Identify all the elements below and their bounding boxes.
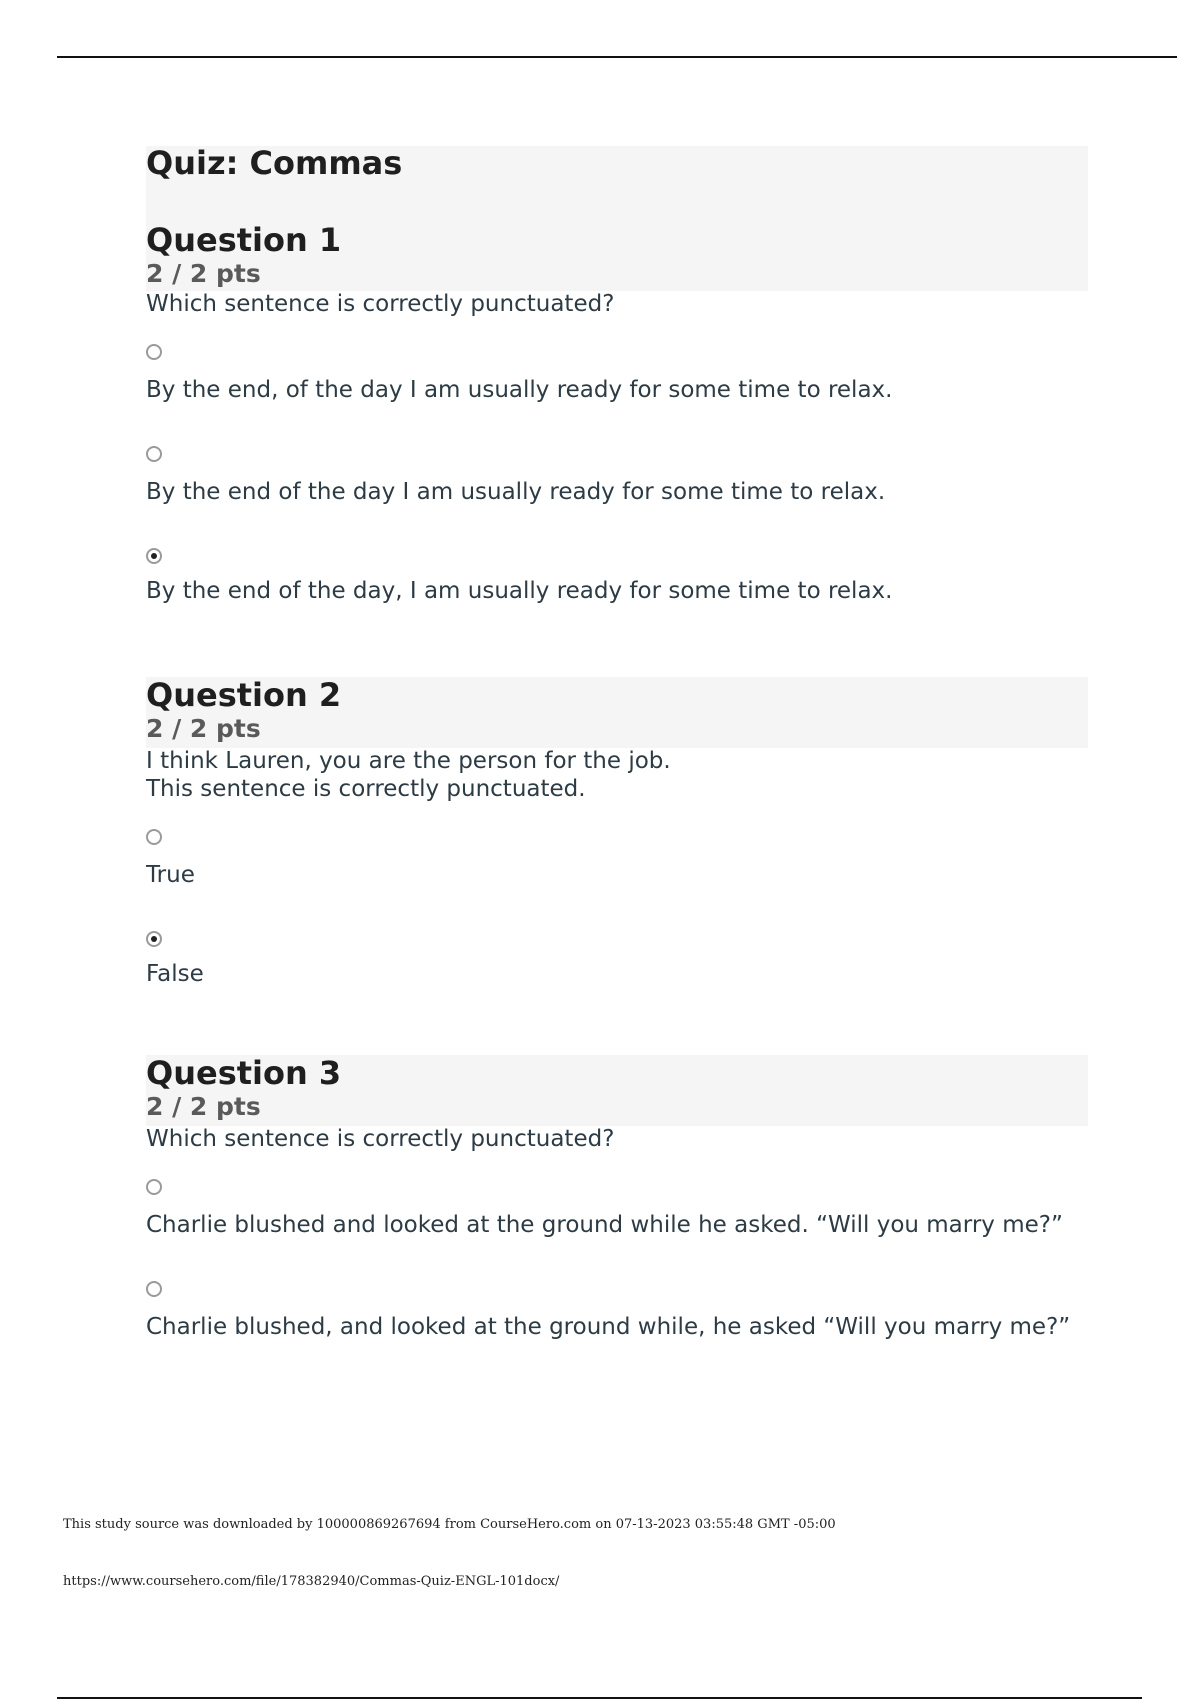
question-2-prompt-line-1: I think Lauren, you are the person for the job. <box>146 748 671 774</box>
radio-button[interactable] <box>146 344 162 360</box>
question-1-points: 2 / 2 pts <box>146 259 261 288</box>
question-3-points: 2 / 2 pts <box>146 1092 261 1121</box>
radio-button[interactable] <box>146 829 162 845</box>
source-url[interactable]: https://www.coursehero.com/file/178382940/Commas-Quiz-ENGL-101docx/ <box>63 1574 560 1589</box>
question-2-points: 2 / 2 pts <box>146 714 261 743</box>
question-3-answer-1[interactable] <box>146 1179 1088 1239</box>
bottom-rule <box>57 1697 1142 1699</box>
question-1-answer-2[interactable] <box>146 446 1088 506</box>
top-rule <box>57 56 1177 58</box>
radio-button[interactable] <box>146 548 162 564</box>
answer-text: By the end, of the day I am usually ready for some time to relax. <box>146 377 893 403</box>
question-2-header <box>146 677 1088 748</box>
quiz-title: Quiz: Commas <box>146 144 403 182</box>
question-2-prompt-line-2: This sentence is correctly punctuated. <box>146 776 586 802</box>
answer-text: False <box>146 961 204 987</box>
download-source-notice: This study source was downloaded by 100000869267694 from CourseHero.com on 07-13-2023 03:55:48 GMT -05:00 <box>63 1517 836 1532</box>
question-2-answer-false[interactable] <box>146 931 1088 988</box>
answer-text: True <box>146 862 195 888</box>
question-1-answer-1[interactable] <box>146 344 1088 404</box>
radio-button[interactable] <box>146 1179 162 1195</box>
question-3-title: Question 3 <box>146 1054 342 1092</box>
radio-button[interactable] <box>146 446 162 462</box>
question-3-answer-2[interactable] <box>146 1281 1088 1341</box>
radio-button[interactable] <box>146 1281 162 1297</box>
question-1-answer-3[interactable] <box>146 548 1088 605</box>
quiz-header <box>146 146 1088 291</box>
question-2-title: Question 2 <box>146 676 342 714</box>
question-3-prompt: Which sentence is correctly punctuated? <box>146 1126 615 1152</box>
question-3-header <box>146 1055 1088 1126</box>
answer-text: Charlie blushed, and looked at the ground while, he asked “Will you marry me?” <box>146 1314 1071 1340</box>
answer-text: By the end of the day, I am usually ready for some time to relax. <box>146 578 893 604</box>
answer-text: Charlie blushed and looked at the ground while he asked. “Will you marry me?” <box>146 1212 1063 1238</box>
quiz-content <box>146 146 1088 1341</box>
radio-button[interactable] <box>146 931 162 947</box>
question-1-title: Question 1 <box>146 221 342 259</box>
question-1-prompt: Which sentence is correctly punctuated? <box>146 291 615 317</box>
question-2-answer-true[interactable] <box>146 829 1088 889</box>
answer-text: By the end of the day I am usually ready for some time to relax. <box>146 479 886 505</box>
